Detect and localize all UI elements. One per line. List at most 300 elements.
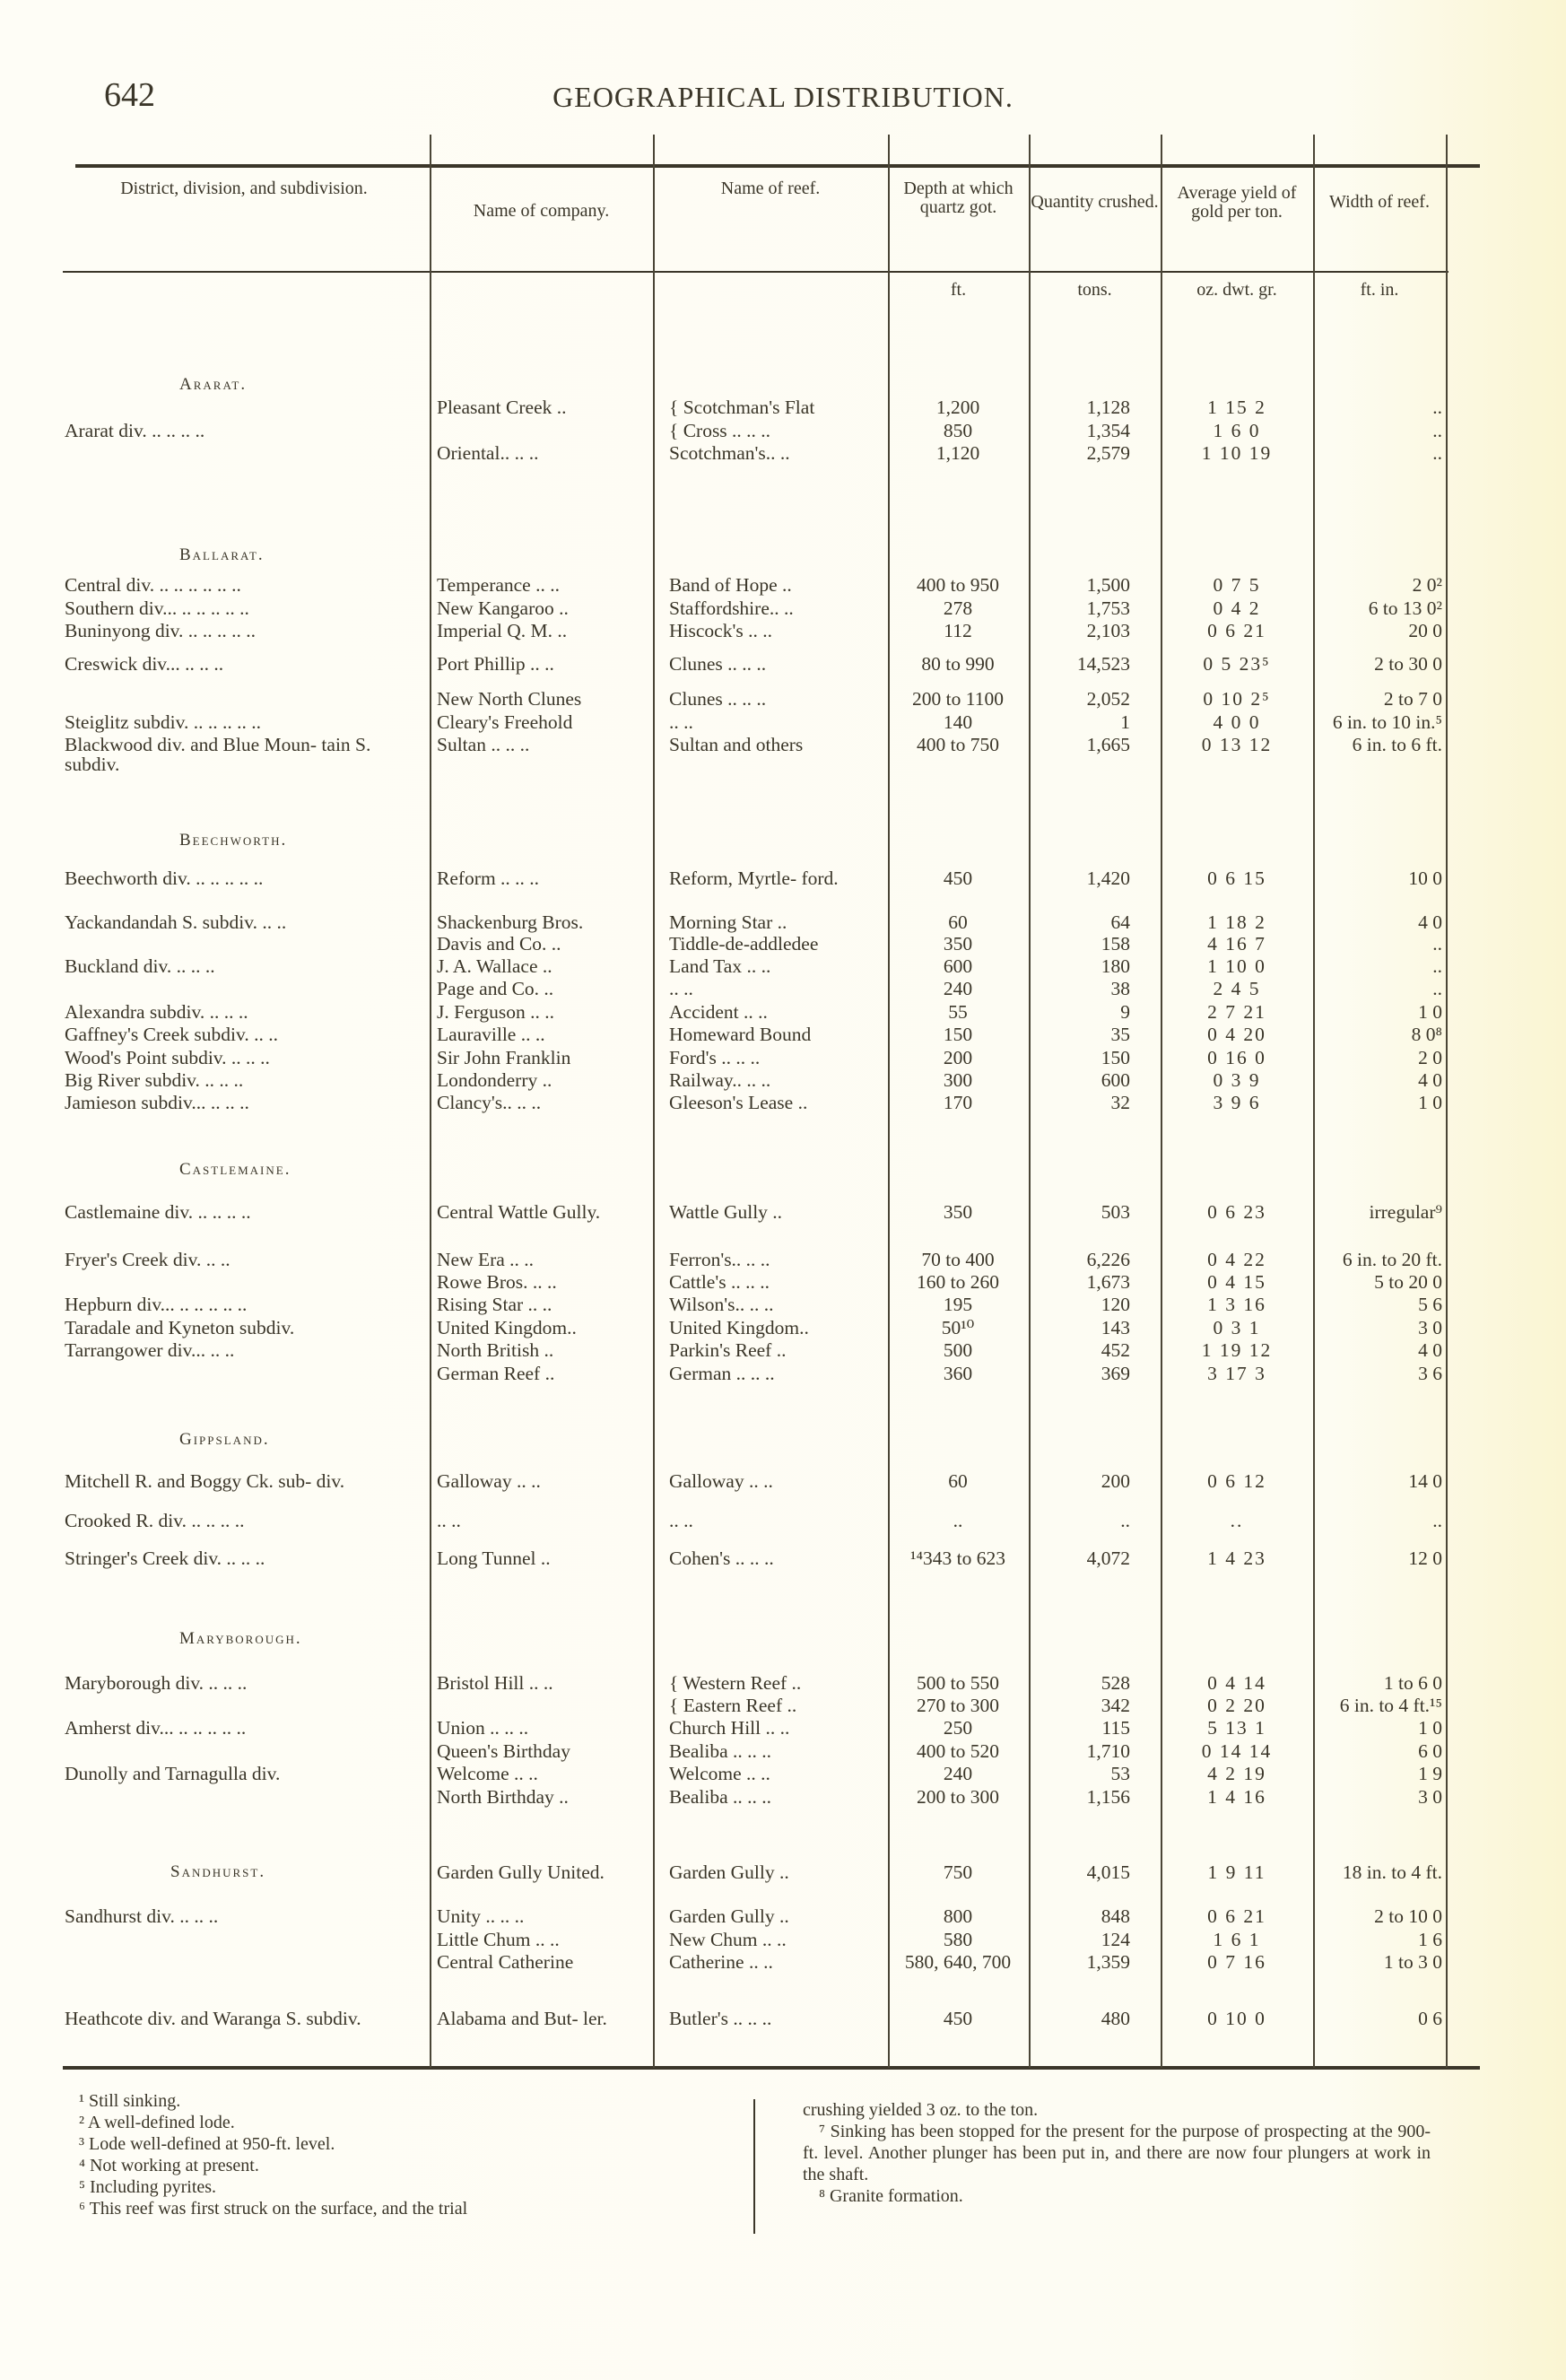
yield-cell: 0 16 0	[1207, 1047, 1266, 1068]
width-cell: 0 6	[1418, 2008, 1442, 2029]
company-cell: Oriental.. .. ..	[437, 442, 539, 464]
yield-cell: 0 4 14	[1207, 1672, 1266, 1694]
company-cell: Rowe Bros. .. ..	[437, 1271, 557, 1293]
quantity-cell: 158	[1101, 933, 1130, 955]
width-cell: 4 0	[1418, 1339, 1442, 1361]
depth-cell: 580	[943, 1929, 973, 1950]
yield-cell: 0 6 15	[1207, 867, 1266, 889]
company-cell: Pleasant Creek ..	[437, 397, 567, 418]
district-cell: Castlemaine div. .. .. .. ..	[65, 1201, 251, 1223]
district-cell: Gaffney's Creek subdiv. .. ..	[65, 1024, 278, 1045]
company-cell: Garden Gully United.	[437, 1861, 605, 1883]
yield-cell: 1 3 16	[1207, 1294, 1266, 1315]
reef-cell: Scotchman's.. ..	[669, 442, 790, 464]
district-cell: Buninyong div. .. .. .. .. ..	[65, 620, 257, 641]
column-header: District, division, and subdivision.	[120, 179, 368, 198]
reef-cell: Homeward Bound	[669, 1024, 812, 1045]
width-cell: 10 0	[1408, 867, 1442, 889]
depth-cell: 450	[943, 867, 973, 889]
column-divider	[430, 135, 431, 2068]
quantity-cell: 200	[1101, 1470, 1130, 1492]
district-cell: Creswick div... .. .. ..	[65, 653, 224, 675]
quantity-cell: 1	[1120, 711, 1130, 733]
district-cell: Fryer's Creek div. .. ..	[65, 1249, 231, 1270]
yield-cell: 4 2 19	[1207, 1763, 1266, 1784]
column-header: Depth at which quartz got.	[903, 179, 1014, 217]
depth-cell: 400 to 520	[917, 1740, 999, 1762]
company-cell: Rising Star .. ..	[437, 1294, 552, 1315]
company-cell: Bristol Hill .. ..	[437, 1672, 553, 1694]
depth-cell: 500	[943, 1339, 973, 1361]
district-cell: Stringer's Creek div. .. .. ..	[65, 1547, 265, 1569]
quantity-cell: 150	[1101, 1047, 1130, 1068]
reef-cell: Ferron's.. .. ..	[669, 1249, 770, 1270]
quantity-cell: 6,226	[1086, 1249, 1130, 1270]
depth-cell: 300	[943, 1069, 973, 1091]
district-cell: Mitchell R. and Boggy Ck. sub- div.	[65, 1470, 345, 1492]
column-unit: ft. in.	[1360, 280, 1399, 300]
district-cell: Steiglitz subdiv. .. .. .. .. ..	[65, 711, 261, 733]
reef-cell: { Western Reef ..	[669, 1672, 802, 1694]
district-cell: Wood's Point subdiv. .. .. ..	[65, 1047, 270, 1068]
depth-cell: 278	[943, 597, 973, 619]
quantity-cell: 480	[1101, 2008, 1130, 2029]
depth-cell: 800	[943, 1905, 973, 1927]
district-cell: Buckland div. .. .. ..	[65, 955, 215, 977]
company-cell: .. ..	[437, 1510, 461, 1531]
footnote: ⁴ Not working at present.	[79, 2156, 259, 2175]
company-cell: Galloway .. ..	[437, 1470, 541, 1492]
yield-cell: 1 9 11	[1207, 1861, 1266, 1883]
district-cell: Beechworth div. .. .. .. .. ..	[65, 867, 264, 889]
yield-cell: 1 18 2	[1207, 911, 1266, 933]
width-cell: 1 0	[1418, 1092, 1442, 1113]
yield-cell: 0 3 1	[1213, 1317, 1261, 1338]
quantity-cell: 32	[1110, 1092, 1130, 1113]
company-cell: Unity .. .. ..	[437, 1905, 525, 1927]
width-cell: 18 in. to 4 ft.	[1342, 1861, 1442, 1883]
depth-cell: 1,200	[935, 397, 980, 418]
yield-cell: 0 4 22	[1207, 1249, 1266, 1270]
quantity-cell: 1,156	[1086, 1786, 1130, 1808]
width-cell: 6 in. to 20 ft.	[1342, 1249, 1442, 1270]
company-cell: New North Clunes	[437, 688, 582, 710]
column-unit: ft.	[950, 280, 967, 300]
width-cell: 2 0²	[1412, 574, 1442, 596]
width-cell: 8 0⁸	[1411, 1024, 1442, 1045]
page-number: 642	[104, 76, 155, 114]
reef-cell: Reform, Myrtle- ford.	[669, 867, 839, 889]
depth-cell: 600	[943, 955, 973, 977]
district-cell: Hepburn div... .. .. .. .. ..	[65, 1294, 248, 1315]
reef-cell: Clunes .. .. ..	[669, 653, 767, 675]
company-cell: Little Chum .. ..	[437, 1929, 560, 1950]
company-cell: Queen's Birthday	[437, 1740, 570, 1762]
depth-cell: 170	[943, 1092, 973, 1113]
company-cell: Page and Co. ..	[437, 978, 554, 999]
depth-cell: ¹⁴343 to 623	[910, 1547, 1005, 1569]
section-title: Castlemaine.	[179, 1160, 291, 1179]
width-cell: 3 0	[1418, 1317, 1442, 1338]
width-cell: 1 0	[1418, 1717, 1442, 1739]
width-cell: 14 0	[1408, 1470, 1442, 1492]
district-cell: Central div. .. .. .. .. .. ..	[65, 574, 241, 596]
reef-cell: Morning Star ..	[669, 911, 787, 933]
yield-cell: 0 7 16	[1207, 1951, 1266, 1973]
section-title: Gippsland.	[179, 1430, 270, 1449]
company-cell: North Birthday ..	[437, 1786, 569, 1808]
column-unit: oz. dwt. gr.	[1196, 280, 1277, 300]
district-cell: Heathcote div. and Waranga S. subdiv.	[65, 2008, 361, 2029]
yield-cell: 0 3 9	[1213, 1069, 1261, 1091]
column-header: Quantity crushed.	[1031, 192, 1159, 212]
yield-cell: 0 4 20	[1207, 1024, 1266, 1045]
reef-cell: Gleeson's Lease ..	[669, 1092, 808, 1113]
company-cell: Long Tunnel ..	[437, 1547, 551, 1569]
yield-cell: 0 6 21	[1207, 1905, 1266, 1927]
reef-cell: Bealiba .. .. ..	[669, 1786, 772, 1808]
quantity-cell: 53	[1110, 1763, 1130, 1784]
width-cell: ..	[1432, 978, 1442, 999]
district-cell: Ararat div. .. .. .. ..	[65, 420, 205, 441]
reef-cell: Staffordshire.. ..	[669, 597, 794, 619]
company-cell: Shackenburg Bros.	[437, 911, 584, 933]
section-title: Ararat.	[179, 375, 248, 394]
district-cell: Southern div... .. .. .. .. ..	[65, 597, 249, 619]
width-cell: ..	[1432, 933, 1442, 955]
footnote: ² A well-defined lode.	[79, 2113, 235, 2132]
reef-cell: Railway.. .. ..	[669, 1069, 771, 1091]
depth-cell: 60	[948, 1470, 968, 1492]
quantity-cell: 4,015	[1086, 1861, 1130, 1883]
width-cell: 3 6	[1418, 1363, 1442, 1384]
reef-cell: Galloway .. ..	[669, 1470, 773, 1492]
footnote: ⁸ Granite formation.	[819, 2186, 963, 2206]
width-cell: 6 0	[1418, 1740, 1442, 1762]
column-header: Average yield of gold per ton.	[1177, 183, 1297, 222]
depth-cell: 200 to 1100	[912, 688, 1004, 710]
width-cell: 1 to 6 0	[1383, 1672, 1442, 1694]
reef-cell: United Kingdom..	[669, 1317, 809, 1338]
footnote: ³ Lode well-defined at 950-ft. level.	[79, 2134, 335, 2154]
width-cell: 2 to 7 0	[1383, 688, 1442, 710]
depth-cell: 112	[944, 620, 972, 641]
depth-cell: 360	[943, 1363, 973, 1384]
company-cell: United Kingdom..	[437, 1317, 577, 1338]
reef-cell: .. ..	[669, 711, 693, 733]
header-rule	[63, 271, 1449, 273]
reef-cell: Butler's .. .. ..	[669, 2008, 772, 2029]
yield-cell: 3 17 3	[1207, 1363, 1266, 1384]
footnotes-left	[79, 2090, 743, 2219]
reef-cell: Tiddle-de-addledee	[669, 933, 819, 955]
width-cell: 4 0	[1418, 1069, 1442, 1091]
yield-cell: 0 6 12	[1207, 1470, 1266, 1492]
yield-cell: 1 4 23	[1207, 1547, 1266, 1569]
yield-cell: 1 10 0	[1207, 955, 1266, 977]
reef-cell: Bealiba .. .. ..	[669, 1740, 772, 1762]
company-cell: Sir John Franklin	[437, 1047, 571, 1068]
yield-cell: 1 10 19	[1201, 442, 1273, 464]
yield-cell: 0 2 20	[1207, 1695, 1266, 1716]
company-cell: Alabama and But- ler.	[437, 2008, 607, 2029]
quantity-cell: 342	[1101, 1695, 1130, 1716]
yield-cell: 0 10 0	[1207, 2008, 1266, 2029]
depth-cell: 70 to 400	[921, 1249, 995, 1270]
depth-cell: 1,120	[935, 442, 980, 464]
width-cell: irregular⁹	[1369, 1201, 1442, 1223]
quantity-cell: 143	[1101, 1317, 1130, 1338]
quantity-cell: 115	[1101, 1717, 1130, 1739]
quantity-cell: ..	[1120, 1510, 1130, 1531]
depth-cell: 60	[948, 911, 968, 933]
district-cell: Dunolly and Tarnagulla div.	[65, 1763, 281, 1784]
reef-cell: { Eastern Reef ..	[669, 1695, 797, 1716]
column-header: Name of reef.	[720, 179, 821, 198]
depth-cell: 850	[943, 420, 973, 441]
depth-cell: 200 to 300	[917, 1786, 999, 1808]
width-cell: 1 6	[1418, 1929, 1442, 1950]
column-header: Width of reef.	[1329, 192, 1430, 212]
district-cell: Taradale and Kyneton subdiv.	[65, 1317, 295, 1338]
depth-cell: 240	[943, 978, 973, 999]
yield-cell: 3 9 6	[1213, 1092, 1261, 1113]
width-cell: 6 in. to 6 ft.	[1352, 734, 1442, 755]
yield-cell: 0 5 23⁵	[1203, 653, 1271, 675]
yield-cell: 0 13 12	[1201, 734, 1273, 755]
yield-cell: 0 14 14	[1201, 1740, 1273, 1762]
bottom-rule	[63, 2066, 1480, 2070]
quantity-cell: 503	[1101, 1201, 1130, 1223]
reef-cell: Clunes .. .. ..	[669, 688, 767, 710]
depth-cell: 350	[943, 1201, 973, 1223]
depth-cell: 750	[943, 1861, 973, 1883]
depth-cell: 270 to 300	[917, 1695, 999, 1716]
running-head: GEOGRAPHICAL DISTRIBUTION.	[552, 81, 1014, 113]
reef-cell: Band of Hope ..	[669, 574, 792, 596]
reef-cell: Accident .. ..	[669, 1001, 768, 1023]
yield-cell: 0 6 21	[1207, 620, 1266, 641]
reef-cell: Garden Gully ..	[669, 1861, 789, 1883]
company-cell: Imperial Q. M. ..	[437, 620, 568, 641]
district-cell: Sandhurst div. .. .. ..	[65, 1905, 219, 1927]
company-cell: Davis and Co. ..	[437, 933, 561, 955]
column-divider	[1446, 135, 1448, 2068]
reef-cell: Church Hill .. ..	[669, 1717, 790, 1739]
reef-cell: Hiscock's .. ..	[669, 620, 772, 641]
company-cell: New Kangaroo ..	[437, 597, 569, 619]
reef-cell: Wattle Gully ..	[669, 1201, 783, 1223]
company-cell: Sultan .. .. ..	[437, 734, 530, 755]
quantity-cell: 35	[1110, 1024, 1130, 1045]
yield-cell: 0 10 2⁵	[1203, 688, 1271, 710]
depth-cell: 80 to 990	[921, 653, 995, 675]
reef-cell: { Scotchman's Flat	[669, 397, 815, 418]
section-title: Maryborough.	[179, 1629, 302, 1648]
quantity-cell: 2,103	[1086, 620, 1130, 641]
width-cell: 2 0	[1418, 1047, 1442, 1068]
reef-cell: Ford's .. .. ..	[669, 1047, 761, 1068]
section-title: Sandhurst.	[170, 1862, 266, 1881]
yield-cell: 0 7 5	[1213, 574, 1261, 596]
yield-cell: 0 4 15	[1207, 1271, 1266, 1293]
width-cell: ..	[1432, 1510, 1442, 1531]
column-unit: tons.	[1077, 280, 1112, 300]
quantity-cell: 1,359	[1086, 1951, 1130, 1973]
yield-cell: 1 6 0	[1213, 420, 1261, 441]
quantity-cell: 2,579	[1086, 442, 1130, 464]
footnote: ⁶ This reef was first struck on the surface, and the trial	[79, 2199, 468, 2219]
company-cell: Londonderry ..	[437, 1069, 552, 1091]
quantity-cell: 1,128	[1086, 397, 1130, 418]
quantity-cell: 528	[1101, 1672, 1130, 1694]
company-cell: North British ..	[437, 1339, 554, 1361]
width-cell: 2 to 10 0	[1374, 1905, 1442, 1927]
footnotes-right	[803, 2099, 1431, 2207]
yield-cell: 1 6 1	[1213, 1929, 1261, 1950]
depth-cell: 200	[943, 1047, 973, 1068]
quantity-cell: 38	[1110, 978, 1130, 999]
width-cell: ..	[1432, 955, 1442, 977]
width-cell: 20 0	[1408, 620, 1442, 641]
yield-cell: 1 4 16	[1207, 1786, 1266, 1808]
depth-cell: 250	[943, 1717, 973, 1739]
company-cell: Union .. .. ..	[437, 1717, 529, 1739]
quantity-cell: 848	[1101, 1905, 1130, 1927]
company-cell: Welcome .. ..	[437, 1763, 538, 1784]
width-cell: 6 in. to 10 in.⁵	[1332, 711, 1442, 733]
width-cell: 5 6	[1418, 1294, 1442, 1315]
company-cell: Reform .. .. ..	[437, 867, 540, 889]
depth-cell: 50¹⁰	[941, 1317, 975, 1338]
reef-cell: Wilson's.. .. ..	[669, 1294, 774, 1315]
yield-cell: 2 4 5	[1213, 978, 1261, 999]
reef-cell: .. ..	[669, 1510, 693, 1531]
yield-cell: 4 16 7	[1207, 933, 1266, 955]
width-cell: ..	[1432, 420, 1442, 441]
depth-cell: 55	[948, 1001, 968, 1023]
footnote: ¹ Still sinking.	[79, 2091, 181, 2111]
depth-cell: ..	[953, 1510, 963, 1531]
quantity-cell: 600	[1101, 1069, 1130, 1091]
depth-cell: 350	[943, 933, 973, 955]
width-cell: 12 0	[1408, 1547, 1442, 1569]
footnote-divider	[753, 2099, 755, 2234]
quantity-cell: 1,500	[1086, 574, 1130, 596]
district-cell: Maryborough div. .. .. ..	[65, 1672, 248, 1694]
company-cell: Temperance .. ..	[437, 574, 560, 596]
reef-cell: New Chum .. ..	[669, 1929, 787, 1950]
yield-cell: 5 13 1	[1207, 1717, 1266, 1739]
quantity-cell: 120	[1101, 1294, 1130, 1315]
depth-cell: 140	[943, 711, 973, 733]
footnote: crushing yielded 3 oz. to the ton.	[803, 2100, 1039, 2120]
yield-cell: 2 7 21	[1207, 1001, 1266, 1023]
footnote: ⁵ Including pyrites.	[79, 2177, 217, 2197]
width-cell: 1 0	[1418, 1001, 1442, 1023]
depth-cell: 150	[943, 1024, 973, 1045]
company-cell: New Era .. ..	[437, 1249, 535, 1270]
section-title: Beechworth.	[179, 831, 288, 850]
yield-cell: 1 15 2	[1207, 397, 1266, 418]
district-cell: Blackwood div. and Blue Moun- tain S. subdiv.	[65, 734, 371, 775]
district-cell: Big River subdiv. .. .. ..	[65, 1069, 244, 1091]
yield-cell: ..	[1230, 1510, 1244, 1531]
yield-cell: 4 0 0	[1213, 711, 1261, 733]
reef-cell: Sultan and others	[669, 734, 804, 755]
reef-cell: .. ..	[669, 978, 693, 999]
district-cell: Amherst div... .. .. .. .. ..	[65, 1717, 247, 1739]
width-cell: ..	[1432, 442, 1442, 464]
company-cell: Port Phillip .. ..	[437, 653, 554, 675]
yield-cell: 0 4 2	[1213, 597, 1261, 619]
district-cell: Tarrangower div... .. ..	[65, 1339, 235, 1361]
district-cell: Jamieson subdiv... .. .. ..	[65, 1092, 249, 1113]
reef-cell: Welcome .. ..	[669, 1763, 770, 1784]
company-cell: German Reef ..	[437, 1363, 555, 1384]
width-cell: ..	[1432, 397, 1442, 418]
reef-cell: Garden Gully ..	[669, 1905, 789, 1927]
quantity-cell: 369	[1101, 1363, 1130, 1384]
column-header: Name of company.	[473, 201, 610, 221]
width-cell: 1 to 3 0	[1383, 1951, 1442, 1973]
column-divider	[1029, 135, 1031, 2068]
yield-cell: 1 19 12	[1201, 1339, 1273, 1361]
company-cell: Central Catherine	[437, 1951, 574, 1973]
reef-cell: Land Tax .. ..	[669, 955, 771, 977]
yield-cell: 0 6 23	[1207, 1201, 1266, 1223]
reef-cell: Parkin's Reef ..	[669, 1339, 787, 1361]
quantity-cell: 124	[1101, 1929, 1130, 1950]
district-cell: Yackandandah S. subdiv. .. ..	[65, 911, 287, 933]
reef-cell: German .. .. ..	[669, 1363, 775, 1384]
depth-cell: 195	[943, 1294, 973, 1315]
depth-cell: 240	[943, 1763, 973, 1784]
depth-cell: 160 to 260	[917, 1271, 999, 1293]
quantity-cell: 1,673	[1086, 1271, 1130, 1293]
company-cell: Lauraville .. ..	[437, 1024, 545, 1045]
district-cell: Crooked R. div. .. .. .. ..	[65, 1510, 245, 1531]
quantity-cell: 180	[1101, 955, 1130, 977]
company-cell: J. A. Wallace ..	[437, 955, 552, 977]
quantity-cell: 4,072	[1086, 1547, 1130, 1569]
column-divider	[653, 135, 655, 2068]
quantity-cell: 1,753	[1086, 597, 1130, 619]
quantity-cell: 1,710	[1086, 1740, 1130, 1762]
quantity-cell: 14,523	[1076, 653, 1130, 675]
company-cell: Central Wattle Gully.	[437, 1201, 601, 1223]
quantity-cell: 2,052	[1086, 688, 1130, 710]
top-rule	[75, 164, 1480, 168]
company-cell: J. Ferguson .. ..	[437, 1001, 555, 1023]
quantity-cell: 64	[1110, 911, 1130, 933]
company-cell: Clancy's.. .. ..	[437, 1092, 542, 1113]
company-cell: Cleary's Freehold	[437, 711, 573, 733]
quantity-cell: 1,665	[1086, 734, 1130, 755]
depth-cell: 580, 640, 700	[904, 1951, 1012, 1973]
reef-cell: Cohen's .. .. ..	[669, 1547, 774, 1569]
depth-cell: 450	[943, 2008, 973, 2029]
reef-cell: Cattle's .. .. ..	[669, 1271, 770, 1293]
quantity-cell: 9	[1120, 1001, 1130, 1023]
reef-cell: { Cross .. .. ..	[669, 420, 771, 441]
footnote: ⁷ Sinking has been stopped for the present for the purpose of prospecting at the 900-ft. level. Another plunger has been put in, and there are now four plungers at work in the shaft.	[803, 2122, 1431, 2184]
reef-cell: Catherine .. ..	[669, 1951, 773, 1973]
quantity-cell: 1,354	[1086, 420, 1130, 441]
depth-cell: 500 to 550	[917, 1672, 999, 1694]
width-cell: 6 in. to 4 ft.¹⁵	[1339, 1695, 1442, 1716]
width-cell: 6 to 13 0²	[1368, 597, 1442, 619]
